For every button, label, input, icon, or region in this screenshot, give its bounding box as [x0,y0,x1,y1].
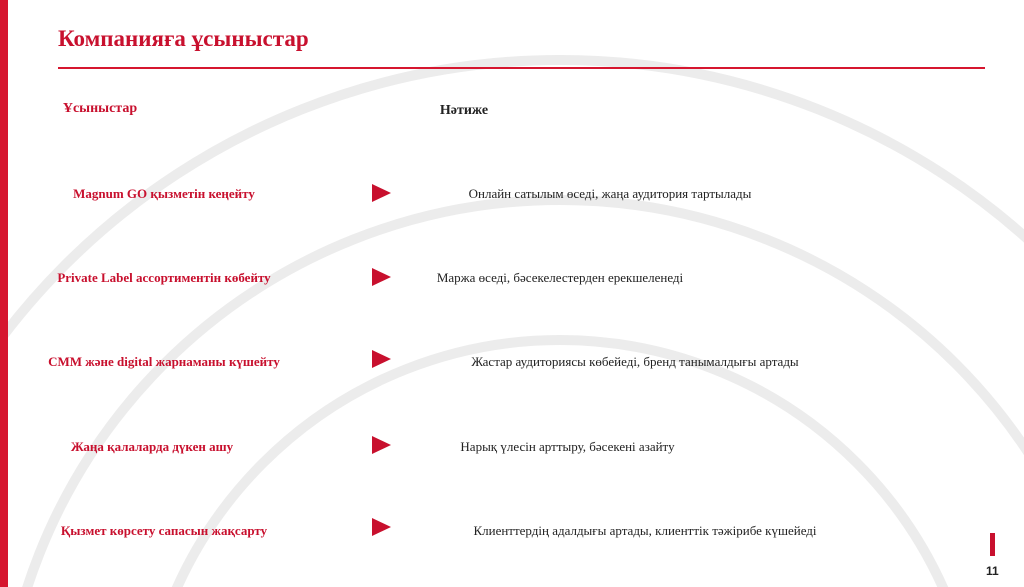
recommendation-text: Private Label ассортиментін көбейту [57,270,271,285]
arrow-right-icon [372,350,391,368]
result-text: Клиенттердің адалдығы артады, клиенттік тәжірибе күшейеді [473,523,817,538]
recommendation-text: СММ және digital жарнаманы күшейту [48,354,280,369]
result-text: Онлайн сатылым өседі, жаңа аудитория тартылады [468,186,752,201]
column-header-recommendations: Ұсыныстар [62,101,138,116]
result-text: Нарық үлесін арттыру, бәсекені азайту [460,439,675,454]
recommendation-text: Magnum GO қызметін кеңейту [73,186,255,201]
recommendation-text: Қызмет көрсету сапасын жақсарту [60,523,268,538]
page-number: 11 [986,564,999,578]
left-accent-bar [0,0,8,587]
recommendation-text: Жаңа қалаларда дүкен ашу [70,439,234,454]
column-header-results: Нәтиже [439,103,489,118]
arrow-right-icon [372,268,391,286]
page-number-marker [990,533,995,556]
title-divider [58,67,985,69]
result-text: Маржа өседі, бәсекелестерден ерекшеленеді [436,270,684,285]
result-text: Жастар аудиториясы көбейеді, бренд танымалдығы артады [471,354,799,369]
slide-title: Компанияға ұсыныстар [58,26,309,51]
arrow-right-icon [372,184,391,202]
arrow-right-icon [372,518,391,536]
arrow-right-icon [372,436,391,454]
